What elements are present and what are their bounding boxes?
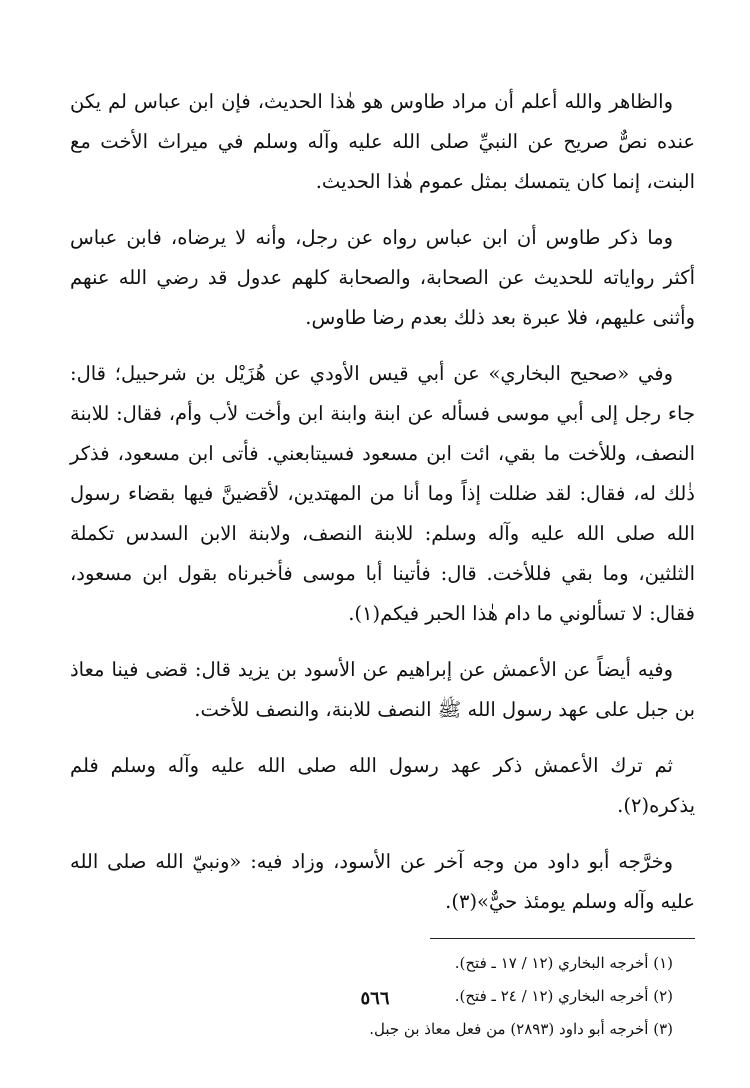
footnote-3: (٣) أخرجه أبو داود (٢٨٩٣) من فعل معاذ بن جبل. [369,1020,673,1038]
paragraph-4-text: وفيه أيضاً عن الأعمش عن إبراهيم عن الأسود بن يزيد قال: قضى فينا معاذ بن جبل على عهد رسول الله ﷺ النصف للابنة، والنصف للأخت. [70,658,695,721]
paragraph-4 [70,650,695,730]
paragraph-1-text: والظاهر والله أعلم أن مراد طاوس هو هٰذا الحديث، فإن ابن عباس لم يكن عنده نصٌّ صريح عن النبيِّ صلى الله عليه وآله وسلم في ميراث الأخت مع البنت، إنما كان يتمسك بمثل عموم هٰذا الحديث. [70,90,695,193]
paragraph-2-text: وما ذكر طاوس أن ابن عباس رواه عن رجل، وأنه لا يرضاه، فابن عباس أكثر رواياته للحديث عن الصحابة، والصحابة كلهم عدول قد رضي الله عنهم وأثنى عليهم، فلا عبرة بعد ذلك بعدم رضا طاوس. [70,226,695,329]
page-body [70,82,695,1046]
paragraph-2 [70,218,695,338]
paragraph-6 [70,842,695,922]
paragraph-3 [70,354,695,634]
footnote-1: (١) أخرجه البخاري (١٢ / ١٧ ـ فتح). [454,954,673,972]
paragraph-6-text: وخرَّجه أبو داود من وجه آخر عن الأسود، وزاد فيه: «ونبيّ الله صلى الله عليه وآله وسلم يومئذ حيٌّ»(٣). [70,850,695,913]
paragraph-1 [70,82,695,202]
footnote-divider [430,938,695,939]
page-number: ٥٦٦ [360,988,390,1009]
paragraph-3-text: وفي «صحيح البخاري» عن أبي قيس الأودي عن هُزَيْل بن شرحبيل؛ قال: جاء رجل إلى أبي موسى فسأله عن ابنة وابنة ابن وأخت لأب وأم، فقال: للابنة النصف، وللأخت ما بقي، ائت ابن مسعود فسيتابعني. فأتى ابن مسعود، فذكر ذٰلك له، فقال: لقد ضللت إذاً وما أنا من المهتدين، لأقضينَّ فيها بقضاء رسول الله صلى الله عليه وآله وسلم: للابنة النصف، ولابنة الابن السدس تكملة الثلثين، وما بقي فللأخت. قال: فأتينا أبا موسى فأخبرناه بقول ابن مسعود، فقال: لا تسألوني ما دام هٰذا الحبر فيكم(١). [70,362,695,625]
paragraph-5-text: ثم ترك الأعمش ذكر عهد رسول الله صلى الله عليه وآله وسلم فلم يذكره(٢). [70,754,695,817]
footnote-2: (٢) أخرجه البخاري (١٢ / ٢٤ ـ فتح). [454,987,673,1005]
paragraph-5 [70,746,695,826]
